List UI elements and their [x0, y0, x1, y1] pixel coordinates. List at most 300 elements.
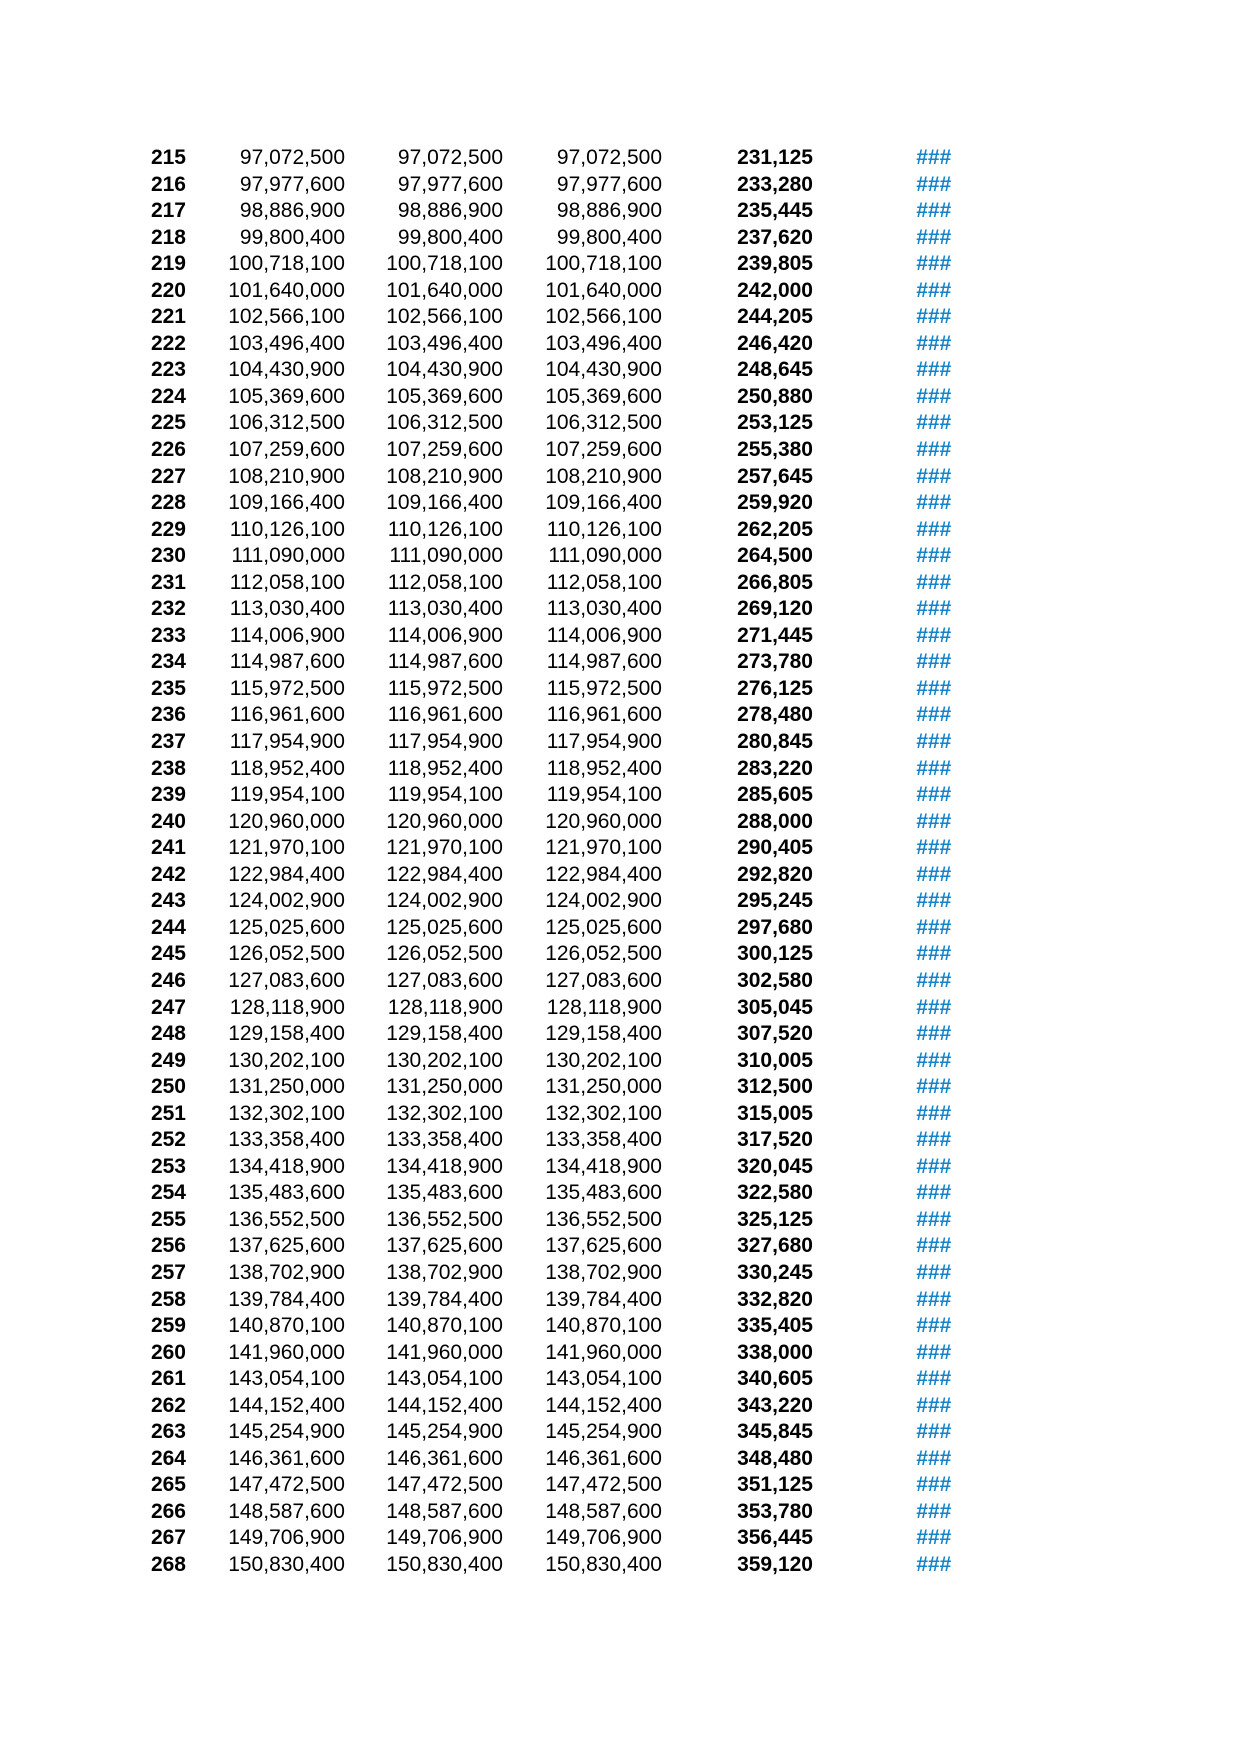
overflow-indicator-cell: ### — [915, 1446, 951, 1470]
value-cell-1: 125,025,600 — [228, 915, 345, 939]
row-number-cell: 230 — [150, 544, 186, 568]
overflow-indicator-cell: ### — [915, 1101, 951, 1125]
value-cell-2: 122,984,400 — [386, 862, 503, 886]
row-number-cell: 219 — [150, 252, 186, 276]
overflow-indicator-cell: ### — [915, 995, 951, 1019]
value-cell-1: 101,640,000 — [228, 278, 345, 302]
scaled-value-cell: 237,620 — [737, 225, 813, 249]
overflow-indicator-cell: ### — [915, 1048, 951, 1072]
value-cell-2: 135,483,600 — [386, 1181, 503, 1205]
scaled-value-cell: 317,520 — [737, 1128, 813, 1152]
value-cell-3: 98,886,900 — [556, 199, 662, 223]
value-cell-3: 135,483,600 — [545, 1181, 662, 1205]
row-number-cell: 240 — [150, 809, 186, 833]
scaled-value-cell: 345,845 — [737, 1420, 813, 1444]
table-row — [0, 172, 951, 199]
scaled-value-cell: 348,480 — [737, 1446, 813, 1470]
overflow-indicator-cell: ### — [915, 862, 951, 886]
value-cell-2: 109,166,400 — [386, 491, 503, 515]
row-number-cell: 238 — [150, 756, 186, 780]
table-row — [0, 649, 951, 676]
scaled-value-cell: 307,520 — [737, 1022, 813, 1046]
value-cell-2: 97,072,500 — [397, 146, 503, 169]
row-number-cell: 246 — [150, 968, 186, 992]
value-cell-3: 124,002,900 — [545, 889, 662, 913]
value-cell-1: 130,202,100 — [228, 1048, 345, 1072]
value-cell-3: 130,202,100 — [545, 1048, 662, 1072]
table-row — [0, 1287, 951, 1314]
value-cell-3: 133,358,400 — [545, 1128, 662, 1152]
value-cell-2: 131,250,000 — [386, 1075, 503, 1099]
value-cell-2: 102,566,100 — [386, 305, 503, 329]
scaled-value-cell: 332,820 — [737, 1287, 813, 1311]
overflow-indicator-cell: ### — [915, 464, 951, 488]
value-cell-1: 141,960,000 — [228, 1340, 345, 1364]
row-number-cell: 233 — [150, 623, 186, 647]
scaled-value-cell: 283,220 — [737, 756, 813, 780]
overflow-indicator-cell: ### — [915, 278, 951, 302]
overflow-indicator-cell: ### — [915, 703, 951, 727]
overflow-indicator-cell: ### — [915, 756, 951, 780]
scaled-value-cell: 244,205 — [737, 305, 813, 329]
value-cell-1: 149,706,900 — [228, 1526, 345, 1550]
table-row — [0, 596, 951, 623]
scaled-value-cell: 322,580 — [737, 1181, 813, 1205]
scaled-value-cell: 253,125 — [737, 411, 813, 435]
scaled-value-cell: 300,125 — [737, 942, 813, 966]
scaled-value-cell: 276,125 — [737, 676, 813, 700]
table-row — [0, 676, 951, 703]
value-cell-2: 129,158,400 — [386, 1022, 503, 1046]
value-cell-3: 128,118,900 — [546, 995, 662, 1019]
value-cell-2: 105,369,600 — [386, 384, 503, 408]
value-cell-2: 112,058,100 — [387, 570, 503, 594]
value-cell-2: 97,977,600 — [397, 172, 503, 196]
table-row — [0, 1233, 951, 1260]
table-row — [0, 464, 951, 491]
value-cell-2: 139,784,400 — [386, 1287, 503, 1311]
value-cell-3: 149,706,900 — [545, 1526, 662, 1550]
table-row — [0, 410, 951, 437]
value-cell-1: 121,970,100 — [228, 836, 345, 860]
value-cell-1: 107,259,600 — [228, 438, 345, 462]
overflow-indicator-cell: ### — [915, 1499, 951, 1523]
row-number-cell: 217 — [150, 199, 186, 223]
value-cell-2: 98,886,900 — [397, 199, 503, 223]
value-cell-1: 111,090,000 — [231, 544, 345, 568]
table-row — [0, 1180, 951, 1207]
value-cell-1: 120,960,000 — [228, 809, 345, 833]
table-row — [0, 437, 951, 464]
row-number-cell: 229 — [150, 517, 186, 541]
value-cell-3: 97,072,500 — [556, 146, 662, 169]
table-row — [0, 490, 951, 517]
table-row — [0, 1313, 951, 1340]
value-cell-1: 137,625,600 — [228, 1234, 345, 1258]
value-cell-3: 140,870,100 — [545, 1314, 662, 1338]
value-cell-3: 118,952,400 — [546, 756, 662, 780]
value-cell-3: 100,718,100 — [545, 252, 662, 276]
scaled-value-cell: 320,045 — [737, 1154, 813, 1178]
row-number-cell: 248 — [150, 1022, 186, 1046]
value-cell-3: 106,312,500 — [545, 411, 662, 435]
value-cell-1: 117,954,900 — [229, 730, 345, 754]
row-number-cell: 257 — [150, 1260, 186, 1284]
overflow-indicator-cell: ### — [915, 889, 951, 913]
value-cell-3: 103,496,400 — [545, 331, 662, 355]
overflow-indicator-cell: ### — [915, 491, 951, 515]
row-number-cell: 218 — [150, 225, 186, 249]
value-cell-2: 125,025,600 — [386, 915, 503, 939]
table-row — [0, 384, 951, 411]
value-cell-3: 113,030,400 — [546, 597, 662, 621]
row-number-cell: 220 — [150, 278, 186, 302]
table-row — [0, 1552, 951, 1579]
table-row — [0, 570, 951, 597]
overflow-indicator-cell: ### — [915, 676, 951, 700]
value-cell-3: 120,960,000 — [545, 809, 662, 833]
table-row — [0, 1472, 951, 1499]
scaled-value-cell: 310,005 — [737, 1048, 813, 1072]
value-cell-1: 150,830,400 — [228, 1552, 345, 1576]
value-cell-1: 119,954,100 — [229, 783, 345, 807]
row-number-cell: 239 — [150, 783, 186, 807]
value-cell-3: 121,970,100 — [545, 836, 662, 860]
overflow-indicator-cell: ### — [915, 172, 951, 196]
overflow-indicator-cell: ### — [915, 783, 951, 807]
value-cell-2: 119,954,100 — [387, 783, 503, 807]
value-cell-1: 124,002,900 — [228, 889, 345, 913]
value-cell-2: 114,006,900 — [387, 623, 503, 647]
table-row — [0, 1446, 951, 1473]
scaled-value-cell: 273,780 — [737, 650, 813, 674]
value-cell-2: 147,472,500 — [386, 1473, 503, 1497]
table-row — [0, 623, 951, 650]
overflow-indicator-cell: ### — [915, 199, 951, 223]
value-cell-3: 105,369,600 — [545, 384, 662, 408]
scaled-value-cell: 292,820 — [737, 862, 813, 886]
value-cell-1: 147,472,500 — [228, 1473, 345, 1497]
value-cell-2: 103,496,400 — [386, 331, 503, 355]
scaled-value-cell: 280,845 — [737, 730, 813, 754]
table-row — [0, 1048, 951, 1075]
table-row — [0, 357, 951, 384]
table-row — [0, 1366, 951, 1393]
scaled-value-cell: 264,500 — [737, 544, 813, 568]
row-number-cell: 251 — [150, 1101, 186, 1125]
table-row — [0, 1021, 951, 1048]
row-number-cell: 256 — [150, 1234, 186, 1258]
overflow-indicator-cell: ### — [915, 650, 951, 674]
value-cell-1: 97,072,500 — [239, 146, 345, 169]
value-cell-3: 127,083,600 — [545, 968, 662, 992]
row-number-cell: 234 — [150, 650, 186, 674]
scaled-value-cell: 285,605 — [737, 783, 813, 807]
row-number-cell: 268 — [150, 1552, 186, 1576]
value-cell-2: 126,052,500 — [386, 942, 503, 966]
value-cell-1: 105,369,600 — [228, 384, 345, 408]
value-cell-2: 99,800,400 — [397, 225, 503, 249]
scaled-value-cell: 359,120 — [737, 1552, 813, 1576]
value-cell-1: 115,972,500 — [229, 676, 345, 700]
row-number-cell: 259 — [150, 1314, 186, 1338]
scaled-value-cell: 259,920 — [737, 491, 813, 515]
table-row — [0, 941, 951, 968]
value-cell-2: 146,361,600 — [386, 1446, 503, 1470]
row-number-cell: 254 — [150, 1181, 186, 1205]
row-number-cell: 250 — [150, 1075, 186, 1099]
scaled-value-cell: 262,205 — [737, 517, 813, 541]
row-number-cell: 222 — [150, 331, 186, 355]
scaled-value-cell: 351,125 — [737, 1473, 813, 1497]
value-cell-3: 125,025,600 — [545, 915, 662, 939]
scaled-value-cell: 246,420 — [737, 331, 813, 355]
row-number-cell: 261 — [150, 1367, 186, 1391]
table-row — [0, 1154, 951, 1181]
row-number-cell: 267 — [150, 1526, 186, 1550]
scaled-value-cell: 250,880 — [737, 384, 813, 408]
value-cell-3: 150,830,400 — [545, 1552, 662, 1576]
row-number-cell: 252 — [150, 1128, 186, 1152]
table-row — [0, 729, 951, 756]
overflow-indicator-cell: ### — [915, 968, 951, 992]
overflow-indicator-cell: ### — [915, 331, 951, 355]
row-number-cell: 223 — [150, 358, 186, 382]
table-row — [0, 915, 951, 942]
value-cell-1: 126,052,500 — [228, 942, 345, 966]
overflow-indicator-cell: ### — [915, 544, 951, 568]
value-cell-1: 104,430,900 — [228, 358, 345, 382]
table-row — [0, 888, 951, 915]
overflow-indicator-cell: ### — [915, 836, 951, 860]
value-cell-1: 127,083,600 — [228, 968, 345, 992]
value-cell-2: 144,152,400 — [386, 1393, 503, 1417]
value-cell-3: 116,961,600 — [546, 703, 662, 727]
value-cell-1: 138,702,900 — [228, 1260, 345, 1284]
row-number-cell: 228 — [150, 491, 186, 515]
value-cell-3: 115,972,500 — [546, 676, 662, 700]
value-cell-1: 140,870,100 — [228, 1314, 345, 1338]
scaled-value-cell: 302,580 — [737, 968, 813, 992]
overflow-indicator-cell: ### — [915, 915, 951, 939]
row-number-cell: 227 — [150, 464, 186, 488]
value-cell-3: 109,166,400 — [545, 491, 662, 515]
value-cell-3: 117,954,900 — [546, 730, 662, 754]
scaled-value-cell: 271,445 — [737, 623, 813, 647]
value-cell-1: 133,358,400 — [228, 1128, 345, 1152]
value-cell-2: 107,259,600 — [386, 438, 503, 462]
value-cell-3: 132,302,100 — [545, 1101, 662, 1125]
value-cell-3: 104,430,900 — [545, 358, 662, 382]
scaled-value-cell: 278,480 — [737, 703, 813, 727]
value-cell-1: 139,784,400 — [228, 1287, 345, 1311]
value-cell-3: 129,158,400 — [545, 1022, 662, 1046]
value-cell-2: 104,430,900 — [386, 358, 503, 382]
row-number-cell: 241 — [150, 836, 186, 860]
value-cell-2: 138,702,900 — [386, 1260, 503, 1284]
value-cell-2: 118,952,400 — [387, 756, 503, 780]
table-row — [0, 835, 951, 862]
value-cell-1: 118,952,400 — [229, 756, 345, 780]
value-cell-3: 102,566,100 — [545, 305, 662, 329]
scaled-value-cell: 315,005 — [737, 1101, 813, 1125]
overflow-indicator-cell: ### — [915, 1207, 951, 1231]
scaled-value-cell: 330,245 — [737, 1260, 813, 1284]
value-cell-1: 113,030,400 — [229, 597, 345, 621]
value-cell-1: 102,566,100 — [228, 305, 345, 329]
row-number-cell: 226 — [150, 438, 186, 462]
value-cell-2: 127,083,600 — [386, 968, 503, 992]
overflow-indicator-cell: ### — [915, 942, 951, 966]
table-row — [0, 995, 951, 1022]
value-cell-3: 108,210,900 — [545, 464, 662, 488]
overflow-indicator-cell: ### — [915, 438, 951, 462]
overflow-indicator-cell: ### — [915, 1393, 951, 1417]
overflow-indicator-cell: ### — [915, 305, 951, 329]
value-cell-3: 147,472,500 — [545, 1473, 662, 1497]
value-cell-1: 148,587,600 — [228, 1499, 345, 1523]
scaled-value-cell: 239,805 — [737, 252, 813, 276]
scaled-value-cell: 269,120 — [737, 597, 813, 621]
value-cell-2: 145,254,900 — [386, 1420, 503, 1444]
value-cell-3: 138,702,900 — [545, 1260, 662, 1284]
table-row — [0, 1074, 951, 1101]
overflow-indicator-cell: ### — [915, 358, 951, 382]
overflow-indicator-cell: ### — [915, 1075, 951, 1099]
value-cell-3: 131,250,000 — [545, 1075, 662, 1099]
overflow-indicator-cell: ### — [915, 1022, 951, 1046]
row-number-cell: 232 — [150, 597, 186, 621]
overflow-indicator-cell: ### — [915, 517, 951, 541]
table-row — [0, 1499, 951, 1526]
value-cell-1: 114,987,600 — [229, 650, 345, 674]
table-row — [0, 517, 951, 544]
overflow-indicator-cell: ### — [915, 1340, 951, 1364]
overflow-indicator-cell: ### — [915, 1128, 951, 1152]
row-number-cell: 236 — [150, 703, 186, 727]
table-row — [0, 1127, 951, 1154]
value-cell-2: 113,030,400 — [387, 597, 503, 621]
value-cell-1: 109,166,400 — [228, 491, 345, 515]
overflow-indicator-cell: ### — [915, 1526, 951, 1550]
overflow-indicator-cell: ### — [915, 1287, 951, 1311]
table-row — [0, 304, 951, 331]
value-cell-2: 106,312,500 — [386, 411, 503, 435]
number-table — [0, 145, 951, 1579]
value-cell-1: 144,152,400 — [228, 1393, 345, 1417]
value-cell-1: 108,210,900 — [228, 464, 345, 488]
table-row — [0, 543, 951, 570]
row-number-cell: 237 — [150, 730, 186, 754]
value-cell-2: 149,706,900 — [386, 1526, 503, 1550]
value-cell-1: 98,886,900 — [239, 199, 345, 223]
scaled-value-cell: 288,000 — [737, 809, 813, 833]
overflow-indicator-cell: ### — [915, 411, 951, 435]
row-number-cell: 244 — [150, 915, 186, 939]
scaled-value-cell: 297,680 — [737, 915, 813, 939]
value-cell-1: 143,054,100 — [228, 1367, 345, 1391]
table-row — [0, 702, 951, 729]
value-cell-2: 117,954,900 — [387, 730, 503, 754]
overflow-indicator-cell: ### — [915, 1234, 951, 1258]
scaled-value-cell: 340,605 — [737, 1367, 813, 1391]
value-cell-3: 122,984,400 — [545, 862, 662, 886]
value-cell-3: 143,054,100 — [545, 1367, 662, 1391]
overflow-indicator-cell: ### — [915, 809, 951, 833]
value-cell-3: 107,259,600 — [545, 438, 662, 462]
value-cell-3: 145,254,900 — [545, 1420, 662, 1444]
table-row — [0, 862, 951, 889]
value-cell-2: 132,302,100 — [386, 1101, 503, 1125]
value-cell-3: 114,987,600 — [546, 650, 662, 674]
overflow-indicator-cell: ### — [915, 1473, 951, 1497]
value-cell-2: 116,961,600 — [387, 703, 503, 727]
row-number-cell: 225 — [150, 411, 186, 435]
table-row — [0, 1525, 951, 1552]
value-cell-3: 99,800,400 — [556, 225, 662, 249]
value-cell-3: 97,977,600 — [556, 172, 662, 196]
row-number-cell: 224 — [150, 384, 186, 408]
overflow-indicator-cell: ### — [915, 1367, 951, 1391]
value-cell-1: 114,006,900 — [229, 623, 345, 647]
row-number-cell: 231 — [150, 570, 186, 594]
overflow-indicator-cell: ### — [915, 1552, 951, 1576]
table-row — [0, 1260, 951, 1287]
scaled-value-cell: 257,645 — [737, 464, 813, 488]
value-cell-3: 144,152,400 — [545, 1393, 662, 1417]
row-number-cell: 265 — [150, 1473, 186, 1497]
row-number-cell: 242 — [150, 862, 186, 886]
value-cell-2: 115,972,500 — [387, 676, 503, 700]
value-cell-2: 101,640,000 — [386, 278, 503, 302]
value-cell-2: 108,210,900 — [386, 464, 503, 488]
overflow-indicator-cell: ### — [915, 1260, 951, 1284]
value-cell-3: 114,006,900 — [546, 623, 662, 647]
value-cell-2: 137,625,600 — [386, 1234, 503, 1258]
value-cell-1: 128,118,900 — [229, 995, 345, 1019]
scaled-value-cell: 231,125 — [737, 146, 813, 169]
scaled-value-cell: 356,445 — [737, 1526, 813, 1550]
scaled-value-cell: 325,125 — [737, 1207, 813, 1231]
scaled-value-cell: 233,280 — [737, 172, 813, 196]
value-cell-1: 132,302,100 — [228, 1101, 345, 1125]
value-cell-2: 111,090,000 — [389, 544, 503, 568]
overflow-indicator-cell: ### — [915, 1420, 951, 1444]
row-number-cell: 255 — [150, 1207, 186, 1231]
value-cell-1: 135,483,600 — [228, 1181, 345, 1205]
scaled-value-cell: 290,405 — [737, 836, 813, 860]
row-number-cell: 245 — [150, 942, 186, 966]
value-cell-3: 134,418,900 — [545, 1154, 662, 1178]
value-cell-2: 128,118,900 — [387, 995, 503, 1019]
value-cell-2: 150,830,400 — [386, 1552, 503, 1576]
scaled-value-cell: 327,680 — [737, 1234, 813, 1258]
row-number-cell: 221 — [150, 305, 186, 329]
row-number-cell: 249 — [150, 1048, 186, 1072]
table-row — [0, 225, 951, 252]
value-cell-2: 141,960,000 — [386, 1340, 503, 1364]
value-cell-1: 146,361,600 — [228, 1446, 345, 1470]
row-number-cell: 247 — [150, 995, 186, 1019]
value-cell-2: 133,358,400 — [386, 1128, 503, 1152]
table-row — [0, 1419, 951, 1446]
table-row — [0, 1340, 951, 1367]
scaled-value-cell: 248,645 — [737, 358, 813, 382]
value-cell-3: 146,361,600 — [545, 1446, 662, 1470]
scaled-value-cell: 242,000 — [737, 278, 813, 302]
scaled-value-cell: 266,805 — [737, 570, 813, 594]
table-row — [0, 1207, 951, 1234]
